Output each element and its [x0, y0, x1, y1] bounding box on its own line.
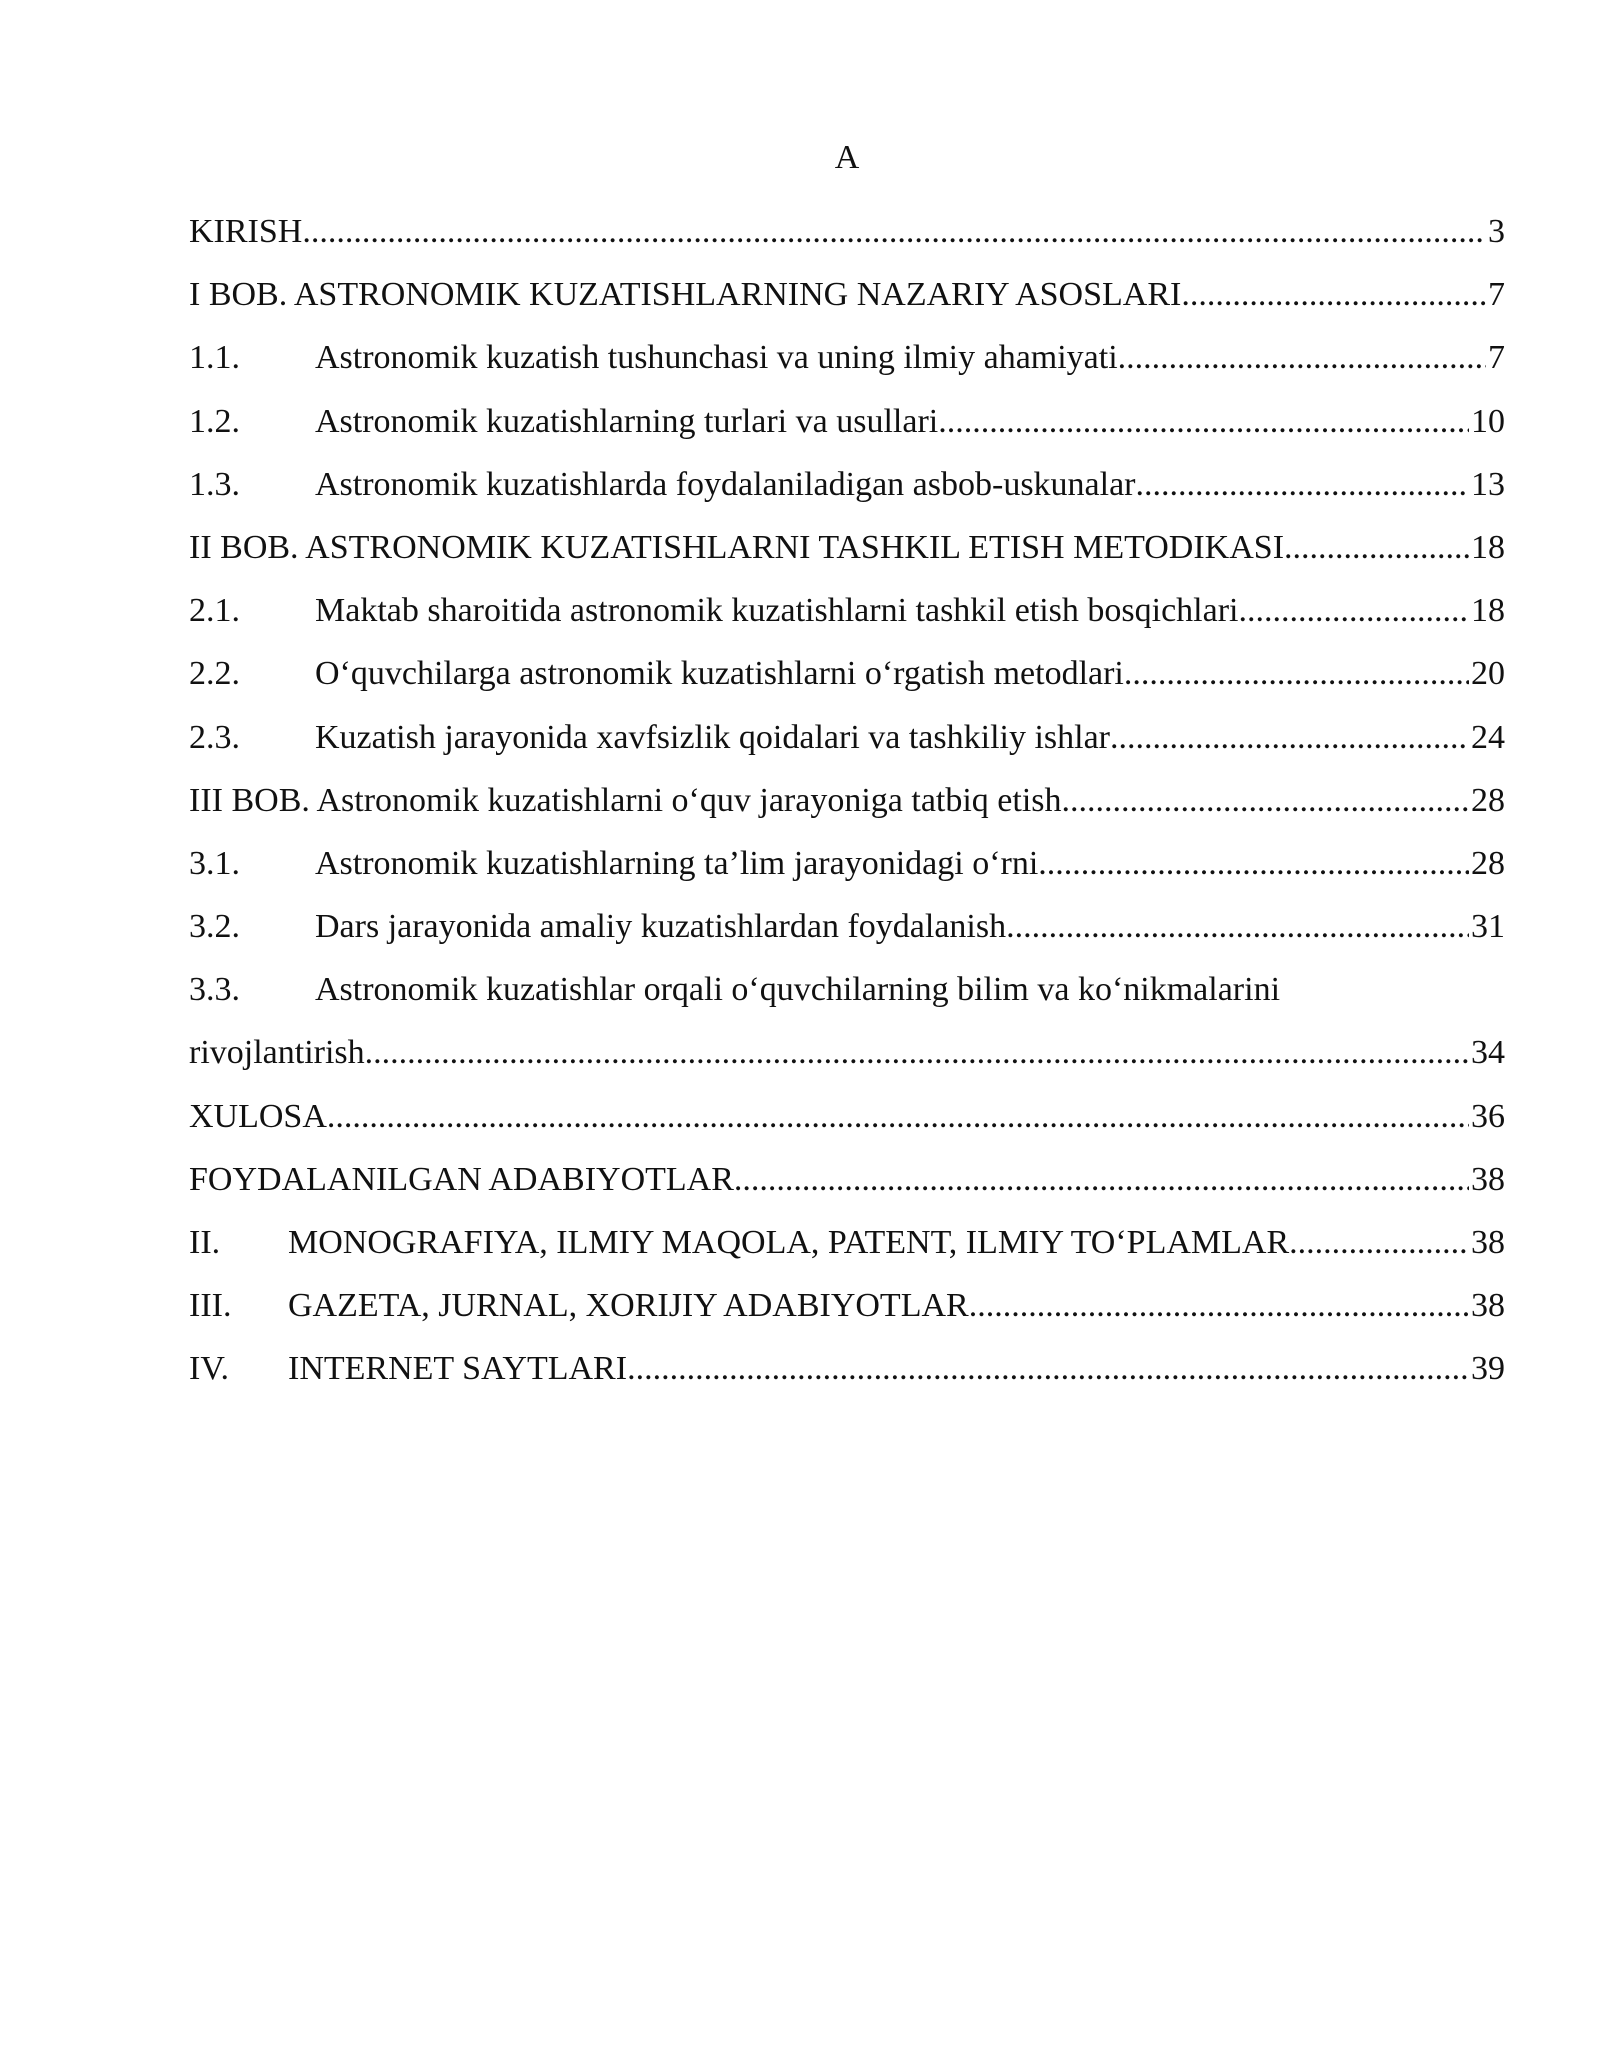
toc-entry-xulosa	[189, 1085, 1505, 1148]
toc-entry-title: KIRISH	[189, 213, 303, 250]
toc-entry-page: 24	[1471, 718, 1505, 756]
toc-entry-3-2	[189, 895, 1505, 958]
toc-entry-title: III BOB. Astronomik kuzatishlarni o‘quv jarayoniga tatbiq etish	[189, 781, 1062, 819]
toc-entry-page: 38	[1471, 1287, 1505, 1325]
dot-leader	[327, 1085, 1469, 1148]
page-heading: A	[834, 139, 860, 176]
dot-leader	[969, 1274, 1469, 1337]
toc-entry-1-1	[189, 326, 1505, 389]
toc-entry-title: Kuzatish jarayonida xavfsizlik qoidalari va tashkiliy ishlar	[315, 718, 1110, 756]
toc-entry-page: 7	[1488, 276, 1505, 314]
dot-leader	[1062, 769, 1469, 832]
toc-entry-page: 18	[1471, 592, 1505, 630]
toc-entry-page: 7	[1488, 339, 1505, 377]
toc-entry-number: 2.1.	[189, 592, 240, 630]
dot-leader	[302, 200, 1486, 263]
dot-leader	[1238, 579, 1469, 642]
toc-entry-number: 2.2.	[189, 655, 240, 693]
toc-entry-page: 10	[1471, 402, 1505, 440]
toc-entry-title: FOYDALANILGAN ADABIYOTLAR	[189, 1160, 734, 1198]
toc-entry-title: Dars jarayonida amaliy kuzatishlardan foydalanish	[315, 908, 1007, 946]
toc-entry-title: Astronomik kuzatish tushunchasi va uning ilmiy ahamiyati	[315, 339, 1118, 377]
toc-entry-page: 3	[1488, 213, 1505, 250]
toc-entry-page: 13	[1471, 465, 1505, 503]
toc-entry-chapter-3	[189, 769, 1505, 832]
toc-entry-page: 28	[1471, 781, 1505, 819]
toc-entry-1-3	[189, 453, 1505, 516]
dot-leader	[1289, 1211, 1469, 1274]
toc-entry-number: III.	[189, 1287, 232, 1325]
toc-entry-1-2	[189, 390, 1505, 453]
toc-entry-title: I BOB. ASTRONOMIK KUZATISHLARNING NAZARIY ASOSLARI	[189, 276, 1182, 314]
toc-entry-page: 38	[1471, 1224, 1505, 1261]
toc-entry-2-2	[189, 642, 1505, 705]
toc-entry-title: II BOB. ASTRONOMIK KUZATISHLARNI TASHKIL ETISH METODIKASI	[189, 528, 1285, 566]
toc-entry-2-3	[189, 706, 1505, 769]
dot-leader	[1124, 642, 1469, 705]
toc-entry-title: INTERNET SAYTLARI	[288, 1350, 628, 1388]
toc-entry-number: 1.3.	[189, 465, 240, 503]
toc-entry-number: 3.1.	[189, 844, 240, 882]
toc-entry-title: MONOGRAFIYA, ILMIY MAQOLA, PATENT, ILMIY TO‘PLAMLAR	[288, 1224, 1290, 1261]
toc-entry-number: IV.	[189, 1350, 229, 1388]
toc-entry-title: Astronomik kuzatishlarda foydalaniladigan asbob-uskunalar	[315, 465, 1136, 503]
table-of-contents	[189, 200, 1505, 1401]
toc-entry-3-1	[189, 832, 1505, 895]
toc-entry-page: 20	[1471, 655, 1505, 693]
dot-leader	[1038, 832, 1469, 895]
toc-entry-3-3-continued	[189, 1021, 1505, 1084]
toc-entry-number: II.	[189, 1224, 221, 1261]
dot-leader	[1006, 895, 1469, 958]
toc-entry-number: 3.2.	[189, 908, 240, 946]
dot-leader	[1284, 516, 1469, 579]
toc-entry-page: 36	[1471, 1097, 1505, 1135]
dot-leader	[938, 390, 1469, 453]
toc-entry-page: 28	[1471, 844, 1505, 882]
toc-entry-title: Astronomik kuzatishlarning turlari va usullari	[315, 402, 939, 440]
toc-entry-kirish	[189, 200, 1505, 263]
toc-entry-page: 39	[1471, 1350, 1505, 1388]
toc-entry-title: Maktab sharoitida astronomik kuzatishlarni tashkil etish bosqichlari	[315, 592, 1239, 630]
dot-leader	[365, 1021, 1469, 1084]
toc-entry-ref-ii	[189, 1211, 1505, 1274]
toc-entry-ref-iii	[189, 1274, 1505, 1337]
toc-entry-number: 1.1.	[189, 339, 240, 377]
toc-entry-number: 2.3.	[189, 718, 240, 756]
toc-entry-title: Astronomik kuzatishlarning ta’lim jarayonidagi o‘rni	[315, 844, 1039, 882]
toc-entry-number: 3.3.	[189, 971, 240, 1009]
toc-entry-2-1	[189, 579, 1505, 642]
toc-entry-number: 1.2.	[189, 402, 240, 440]
dot-leader	[627, 1337, 1469, 1400]
dot-leader	[734, 1148, 1469, 1211]
toc-entry-3-3	[189, 958, 1505, 1021]
toc-entry-title-continued: rivojlantirish	[189, 1034, 365, 1072]
toc-entry-title: Astronomik kuzatishlar orqali o‘quvchilarning bilim va ko‘nikmalarini	[315, 971, 1281, 1009]
toc-entry-page: 38	[1471, 1160, 1505, 1198]
dot-leader	[1181, 263, 1486, 326]
toc-entry-title: GAZETA, JURNAL, XORIJIY ADABIYOTLAR	[288, 1287, 969, 1325]
dot-leader	[1136, 453, 1470, 516]
toc-entry-page: 31	[1471, 908, 1505, 946]
toc-entry-title: XULOSA	[189, 1097, 327, 1135]
toc-entry-title: O‘quvchilarga astronomik kuzatishlarni o‘rgatish metodlari	[315, 655, 1124, 693]
toc-entry-ref-iv	[189, 1337, 1505, 1400]
toc-entry-references	[189, 1148, 1505, 1211]
dot-leader	[1118, 326, 1486, 389]
toc-entry-page: 18	[1471, 528, 1505, 566]
dot-leader	[1110, 706, 1469, 769]
toc-entry-page: 34	[1471, 1034, 1505, 1072]
toc-entry-chapter-2	[189, 516, 1505, 579]
toc-entry-chapter-1	[189, 263, 1505, 326]
